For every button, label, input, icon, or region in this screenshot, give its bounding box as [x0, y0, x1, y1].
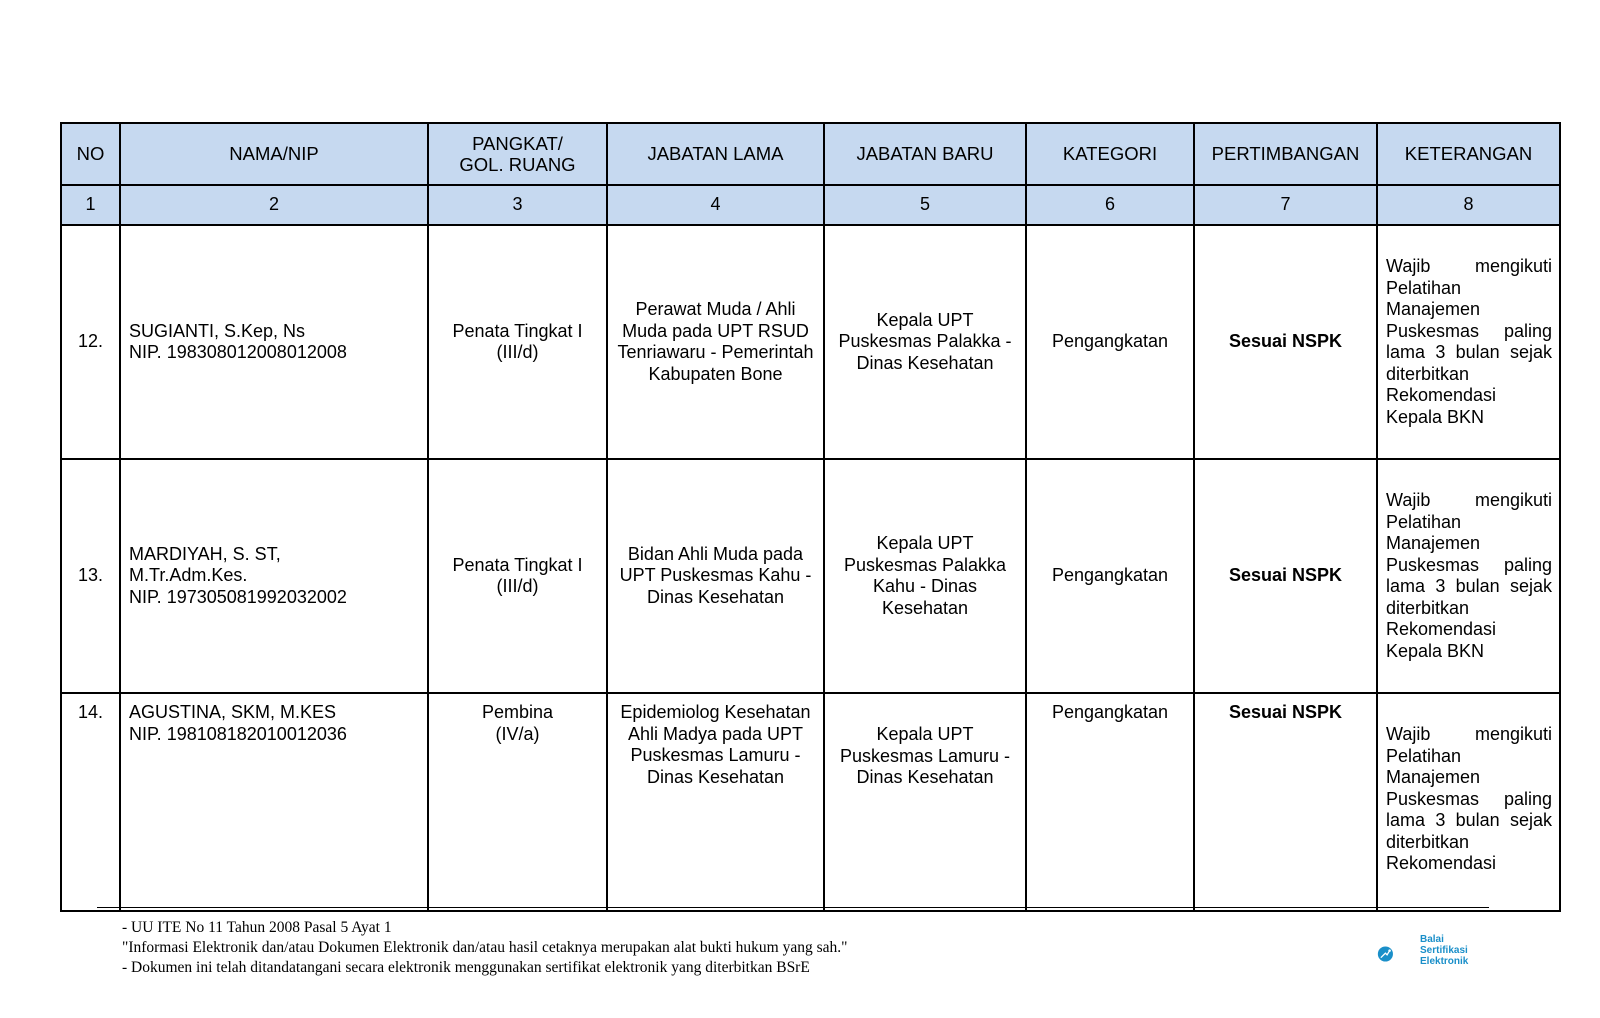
pangkat-text: Penata Tingkat I: [452, 320, 583, 341]
column-number: 5: [824, 185, 1026, 225]
header-kategori: KATEGORI: [1026, 123, 1194, 185]
column-number-row: [61, 185, 1560, 225]
pangkat-cell: [428, 225, 607, 459]
golongan-text: (III/d): [496, 342, 539, 362]
employee-name-degree: M.Tr.Adm.Kes.: [129, 565, 248, 586]
column-number: 1: [61, 185, 120, 225]
footer-line-2: "Informasi Elektronik dan/atau Dokumen Elektronik dan/atau hasil cetaknya merupakan alat bukti hukum yang sah.": [122, 939, 848, 956]
employee-nip: NIP. 197305081992032002: [129, 586, 347, 607]
pangkat-text: Pembina: [481, 702, 554, 722]
nama-nip-cell: [120, 693, 428, 911]
nama-nip-cell: [120, 225, 428, 459]
pangkat-cell: [428, 693, 607, 911]
keterangan-cell: Wajib mengikuti Pelatihan Manajemen Puskesmas paling lama 3 bulan sejak diterbitkan Rekomendasi: [1377, 693, 1560, 911]
header-jabatan-lama: JABATAN LAMA: [607, 123, 824, 185]
pertimbangan-cell: Sesuai NSPK: [1194, 693, 1377, 911]
row-number: 14.: [61, 693, 120, 911]
footer-divider: [97, 907, 1489, 908]
pangkat-text: Penata Tingkat I: [452, 554, 583, 575]
bsre-logo-text: [1420, 934, 1468, 967]
employee-nip: NIP. 198108182010012036: [129, 723, 347, 744]
column-number: 6: [1026, 185, 1194, 225]
jabatan-baru-cell: Kepala UPT Puskesmas Lamuru - Dinas Kesehatan: [824, 693, 1026, 911]
column-number: 4: [607, 185, 824, 225]
jabatan-baru-cell: Kepala UPT Puskesmas Palakka Kahu - Dinas Kesehatan: [824, 459, 1026, 693]
jabatan-lama-cell: Bidan Ahli Muda pada UPT Puskesmas Kahu - Dinas Kesehatan: [607, 459, 824, 693]
jabatan-baru-cell: Kepala UPT Puskesmas Palakka - Dinas Kesehatan: [824, 225, 1026, 459]
golongan-text: (IV/a): [495, 723, 540, 744]
kategori-cell: Pengangkatan: [1026, 693, 1194, 911]
table-row: [61, 225, 1560, 459]
header-jabatan-baru: JABATAN BARU: [824, 123, 1026, 185]
jabatan-lama-cell: Epidemiolog Kesehatan Ahli Madya pada UPT Puskesmas Lamuru - Dinas Kesehatan: [607, 693, 824, 911]
footer-notice: [122, 918, 847, 978]
table-row: [61, 459, 1560, 693]
kategori-cell: Pengangkatan: [1026, 225, 1194, 459]
row-number: 13.: [61, 459, 120, 693]
logo-line-3: Elektronik: [1420, 956, 1469, 967]
table-row: [61, 693, 1560, 911]
column-number: 8: [1377, 185, 1560, 225]
employee-name: SUGIANTI, S.Kep, Ns: [129, 320, 306, 341]
golongan-text: (III/d): [496, 576, 539, 596]
placement-table: [60, 122, 1561, 912]
column-number: 7: [1194, 185, 1377, 225]
nama-nip-cell: [120, 459, 428, 693]
column-number: 2: [120, 185, 428, 225]
header-keterangan: KETERANGAN: [1377, 123, 1560, 185]
keterangan-cell: Wajib mengikuti Pelatihan Manajemen Puskesmas paling lama 3 bulan sejak diterbitkan Rekomendasi Kepala BKN: [1377, 459, 1560, 693]
header-pangkat-line2: GOL. RUANG: [459, 154, 576, 175]
footer-line-1: - UU ITE No 11 Tahun 2008 Pasal 5 Ayat 1: [122, 919, 392, 936]
pertimbangan-cell: Sesuai NSPK: [1194, 459, 1377, 693]
bsre-logo-icon: [1377, 934, 1419, 974]
header-pangkat-line1: PANGKAT/: [472, 133, 563, 154]
column-number: 3: [428, 185, 607, 225]
pangkat-cell: [428, 459, 607, 693]
logo-line-2: Sertifikasi: [1420, 945, 1468, 956]
header-no: NO: [61, 123, 120, 185]
header-pangkat: [428, 123, 607, 185]
employee-nip: NIP. 198308012008012008: [129, 342, 347, 362]
header-row: [61, 123, 1560, 185]
keterangan-cell: Wajib mengikuti Pelatihan Manajemen Puskesmas paling lama 3 bulan sejak diterbitkan Rekomendasi Kepala BKN: [1377, 225, 1560, 459]
kategori-cell: Pengangkatan: [1026, 459, 1194, 693]
logo-line-1: Balai: [1420, 934, 1444, 945]
header-nama-nip: NAMA/NIP: [120, 123, 428, 185]
jabatan-lama-cell: Perawat Muda / Ahli Muda pada UPT RSUD Tenriawaru - Pemerintah Kabupaten Bone: [607, 225, 824, 459]
row-number: 12.: [61, 225, 120, 459]
employee-name: MARDIYAH, S. ST,: [129, 543, 281, 564]
footer-line-3: - Dokumen ini telah ditandatangani secara elektronik menggunakan sertifikat elektronik yang diterbitkan BSrE: [122, 959, 810, 976]
employee-name: AGUSTINA, SKM, M.KES: [129, 702, 337, 722]
header-pertimbangan: PERTIMBANGAN: [1194, 123, 1377, 185]
pertimbangan-cell: Sesuai NSPK: [1194, 225, 1377, 459]
